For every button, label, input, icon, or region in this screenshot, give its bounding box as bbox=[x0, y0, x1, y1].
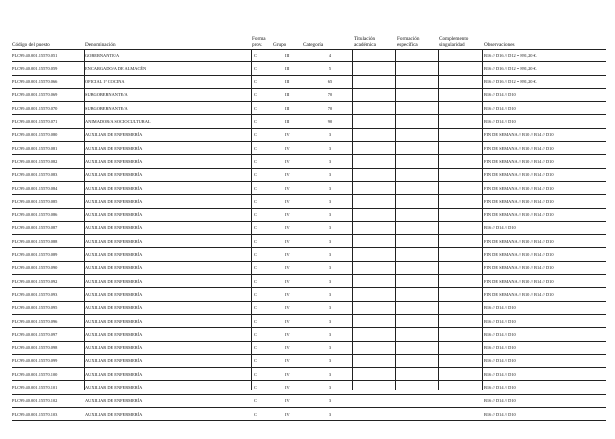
cell-observaciones: B16 // D14 // D10 bbox=[484, 345, 516, 351]
cell-observaciones: FIN DE SEMANA // B10 // B14 // D10 bbox=[484, 265, 554, 271]
cell-categoria: 3 bbox=[328, 331, 332, 337]
header-grupo: Grupo bbox=[273, 42, 287, 48]
cell-grupo: IV bbox=[285, 371, 290, 377]
cell-codigo: PLC99.40.001.15570.069 bbox=[12, 92, 58, 98]
cell-forma-prov: C bbox=[254, 411, 257, 417]
table-row bbox=[12, 235, 606, 248]
cell-forma-prov: C bbox=[254, 385, 257, 391]
cell-observaciones: FIN DE SEMANA // B10 // B14 // D10 bbox=[484, 172, 554, 178]
cell-denominacion: GOBERNANTE/A bbox=[85, 52, 120, 58]
cell-codigo: PLC99.40.001.15570.085 bbox=[12, 198, 58, 204]
cell-denominacion: AUXILIAR DE ENFERMERÍA bbox=[85, 145, 143, 151]
cell-grupo: IV bbox=[285, 158, 290, 164]
table-row bbox=[12, 342, 606, 355]
table-row bbox=[12, 408, 606, 421]
cell-grupo: III bbox=[285, 65, 290, 71]
cell-forma-prov: C bbox=[254, 358, 257, 364]
cell-denominacion: OFICIAL 1ª COCINA bbox=[85, 79, 125, 85]
cell-categoria: 65 bbox=[327, 79, 333, 85]
cell-categoria: 3 bbox=[328, 358, 332, 364]
cell-denominacion: AUXILIAR DE ENFERMERÍA bbox=[85, 411, 143, 417]
cell-categoria: 3 bbox=[328, 158, 332, 164]
cell-codigo: PLC99.40.001.15570.096 bbox=[12, 318, 58, 324]
cell-observaciones: B16 // D14 // D10 bbox=[484, 331, 516, 337]
cell-denominacion: SUBGOBERNANTE/A bbox=[85, 105, 128, 111]
cell-observaciones: FIN DE SEMANA // B10 // B14 // D10 bbox=[484, 252, 554, 258]
cell-forma-prov: C bbox=[254, 65, 257, 71]
cell-forma-prov: C bbox=[254, 185, 257, 191]
cell-grupo: IV bbox=[285, 265, 290, 271]
cell-grupo: IV bbox=[285, 331, 290, 337]
cell-forma-prov: C bbox=[254, 398, 257, 404]
cell-categoria: 3 bbox=[328, 385, 332, 391]
cell-denominacion: AUXILIAR DE ENFERMERÍA bbox=[85, 291, 143, 297]
cell-observaciones: B16 // D16 // D12 = 891,20 €. bbox=[484, 79, 537, 85]
cell-codigo: PLC99.40.001.15570.070 bbox=[12, 105, 58, 111]
cell-observaciones: FIN DE SEMANA // B10 // B14 // D10 bbox=[484, 198, 554, 204]
cell-codigo: PLC99.40.001.15570.088 bbox=[12, 238, 58, 244]
cell-observaciones: B16 // D14 // D10 bbox=[484, 92, 516, 98]
cell-denominacion: AUXILIAR DE ENFERMERÍA bbox=[85, 331, 143, 337]
cell-forma-prov: C bbox=[254, 371, 257, 377]
table-row bbox=[12, 222, 606, 235]
cell-grupo: IV bbox=[285, 305, 290, 311]
cell-forma-prov: C bbox=[254, 119, 257, 125]
cell-categoria: 3 bbox=[328, 212, 332, 218]
table-row bbox=[12, 302, 606, 315]
header-titulacion: Titulación académica bbox=[354, 36, 376, 48]
cell-observaciones: FIN DE SEMANA // B10 // B14 // D10 bbox=[484, 291, 554, 297]
cell-grupo: IV bbox=[285, 291, 290, 297]
cell-denominacion: AUXILIAR DE ENFERMERÍA bbox=[85, 265, 143, 271]
table-row bbox=[12, 89, 606, 102]
cell-observaciones: B16 // D14 // D10 bbox=[484, 398, 516, 404]
table-row bbox=[12, 381, 606, 394]
cell-forma-prov: C bbox=[254, 345, 257, 351]
cell-forma-prov: C bbox=[254, 252, 257, 258]
table-row bbox=[12, 315, 606, 328]
table-row bbox=[12, 368, 606, 381]
cell-observaciones: B16 // D14 // D10 bbox=[484, 411, 516, 417]
cell-denominacion: AUXILIAR DE ENFERMERÍA bbox=[85, 238, 143, 244]
table-row bbox=[12, 142, 606, 155]
table-row bbox=[12, 129, 606, 142]
cell-categoria: 3 bbox=[328, 278, 332, 284]
cell-grupo: IV bbox=[285, 172, 290, 178]
cell-denominacion: AUXILIAR DE ENFERMERÍA bbox=[85, 225, 143, 231]
cell-forma-prov: C bbox=[254, 265, 257, 271]
cell-codigo: PLC99.40.001.15570.071 bbox=[12, 119, 58, 125]
table-row bbox=[12, 275, 606, 288]
cell-codigo: PLC99.40.001.15570.051 bbox=[12, 52, 58, 58]
cell-denominacion: AUXILIAR DE ENFERMERÍA bbox=[85, 278, 143, 284]
cell-codigo: PLC99.40.001.15570.087 bbox=[12, 225, 58, 231]
cell-grupo: IV bbox=[285, 132, 290, 138]
cell-denominacion: ANIMADOR/A SOCIOCULTURAL bbox=[85, 119, 151, 125]
cell-grupo: IV bbox=[285, 212, 290, 218]
header-codigo: Código del puesto bbox=[12, 42, 50, 48]
cell-denominacion: AUXILIAR DE ENFERMERÍA bbox=[85, 398, 143, 404]
cell-codigo: PLC99.40.001.15570.084 bbox=[12, 185, 58, 191]
cell-codigo: PLC99.40.001.15570.099 bbox=[12, 358, 58, 364]
cell-categoria: 3 bbox=[328, 225, 332, 231]
table-row bbox=[12, 195, 606, 208]
cell-codigo: PLC99.40.001.15570.103 bbox=[12, 411, 58, 417]
header-categoria: Categoría bbox=[303, 42, 324, 48]
cell-categoria: 5 bbox=[328, 65, 332, 71]
cell-denominacion: AUXILIAR DE ENFERMERÍA bbox=[85, 318, 143, 324]
cell-denominacion: SUBGOBERNANTE/A bbox=[85, 92, 128, 98]
cell-denominacion: AUXILIAR DE ENFERMERÍA bbox=[85, 358, 143, 364]
cell-forma-prov: C bbox=[254, 172, 257, 178]
cell-denominacion: AUXILIAR DE ENFERMERÍA bbox=[85, 158, 143, 164]
cell-categoria: 3 bbox=[328, 291, 332, 297]
cell-codigo: PLC99.40.001.15570.097 bbox=[12, 331, 58, 337]
cell-denominacion: AUXILIAR DE ENFERMERÍA bbox=[85, 252, 143, 258]
cell-observaciones: B16 // D14 // D10 bbox=[484, 371, 516, 377]
table-row bbox=[12, 115, 606, 128]
cell-forma-prov: C bbox=[254, 305, 257, 311]
cell-grupo: III bbox=[285, 52, 290, 58]
cell-forma-prov: C bbox=[254, 105, 257, 111]
cell-observaciones: B16 // D14 // D10 bbox=[484, 358, 516, 364]
cell-forma-prov: C bbox=[254, 79, 257, 85]
cell-codigo: PLC99.40.001.15570.082 bbox=[12, 158, 58, 164]
cell-observaciones: FIN DE SEMANA // B10 // B14 // D10 bbox=[484, 185, 554, 191]
header-observaciones: Observaciones bbox=[484, 42, 515, 48]
cell-observaciones: B16 // D14 // D10 bbox=[484, 305, 516, 311]
cell-grupo: IV bbox=[285, 345, 290, 351]
cell-categoria: 3 bbox=[328, 265, 332, 271]
cell-categoria: 3 bbox=[328, 238, 332, 244]
cell-codigo: PLC99.40.001.15570.081 bbox=[12, 145, 58, 151]
cell-denominacion: AUXILIAR DE ENFERMERÍA bbox=[85, 132, 143, 138]
cell-grupo: III bbox=[285, 79, 290, 85]
cell-forma-prov: C bbox=[254, 238, 257, 244]
cell-codigo: PLC99.40.001.15570.102 bbox=[12, 398, 58, 404]
cell-categoria: 4 bbox=[328, 52, 332, 58]
cell-denominacion: AUXILIAR DE ENFERMERÍA bbox=[85, 385, 143, 391]
cell-grupo: IV bbox=[285, 358, 290, 364]
cell-codigo: PLC99.40.001.15570.080 bbox=[12, 132, 58, 138]
cell-grupo: IV bbox=[285, 238, 290, 244]
cell-forma-prov: C bbox=[254, 212, 257, 218]
header-complemento: Complemento singularidad bbox=[439, 36, 469, 48]
table-row bbox=[12, 182, 606, 195]
cell-categoria: 3 bbox=[328, 145, 332, 151]
header-formacion: Formación específica bbox=[397, 36, 420, 48]
cell-forma-prov: C bbox=[254, 92, 257, 98]
cell-grupo: IV bbox=[285, 252, 290, 258]
cell-categoria: 3 bbox=[328, 185, 332, 191]
cell-grupo: III bbox=[285, 119, 290, 125]
cell-grupo: IV bbox=[285, 225, 290, 231]
cell-observaciones: FIN DE SEMANA // B10 // B14 // D10 bbox=[484, 278, 554, 284]
table-row bbox=[12, 355, 606, 368]
cell-categoria: 70 bbox=[327, 92, 333, 98]
cell-forma-prov: C bbox=[254, 132, 257, 138]
cell-codigo: PLC99.40.001.15570.092 bbox=[12, 278, 58, 284]
cell-categoria: 3 bbox=[328, 132, 332, 138]
cell-denominacion: AUXILIAR DE ENFERMERÍA bbox=[85, 172, 143, 178]
cell-codigo: PLC99.40.001.15570.098 bbox=[12, 345, 58, 351]
cell-forma-prov: C bbox=[254, 278, 257, 284]
cell-denominacion: AUXILIAR DE ENFERMERÍA bbox=[85, 305, 143, 311]
cell-grupo: III bbox=[285, 92, 290, 98]
table-row bbox=[12, 288, 606, 301]
cell-observaciones: FIN DE SEMANA // B10 // B14 // D10 bbox=[484, 158, 554, 164]
cell-forma-prov: C bbox=[254, 331, 257, 337]
cell-categoria: 3 bbox=[328, 198, 332, 204]
cell-categoria: 3 bbox=[328, 345, 332, 351]
table-row bbox=[12, 76, 606, 89]
table-row bbox=[12, 62, 606, 75]
cell-codigo: PLC99.40.001.15570.089 bbox=[12, 252, 58, 258]
cell-grupo: IV bbox=[285, 398, 290, 404]
cell-forma-prov: C bbox=[254, 318, 257, 324]
cell-codigo: PLC99.40.001.15570.090 bbox=[12, 265, 58, 271]
table-row bbox=[12, 328, 606, 341]
cell-grupo: III bbox=[285, 105, 290, 111]
cell-denominacion: AUXILIAR DE ENFERMERÍA bbox=[85, 198, 143, 204]
cell-codigo: PLC99.40.001.15570.095 bbox=[12, 305, 58, 311]
cell-forma-prov: C bbox=[254, 291, 257, 297]
cell-forma-prov: C bbox=[254, 52, 257, 58]
header-forma-prov: Forma prov. bbox=[252, 36, 266, 48]
cell-forma-prov: C bbox=[254, 198, 257, 204]
cell-denominacion: AUXILIAR DE ENFERMERÍA bbox=[85, 212, 143, 218]
cell-categoria: 3 bbox=[328, 411, 332, 417]
cell-categoria: 3 bbox=[328, 371, 332, 377]
cell-observaciones: FIN DE SEMANA // B10 // B14 // D10 bbox=[484, 238, 554, 244]
cell-grupo: IV bbox=[285, 318, 290, 324]
cell-observaciones: FIN DE SEMANA // B10 // B14 // D10 bbox=[484, 145, 554, 151]
cell-codigo: PLC99.40.001.15570.093 bbox=[12, 291, 58, 297]
cell-codigo: PLC99.40.001.15570.059 bbox=[12, 65, 58, 71]
table-row bbox=[12, 155, 606, 168]
header-denominacion: Denominación bbox=[85, 42, 116, 48]
table-row bbox=[12, 169, 606, 182]
cell-categoria: 90 bbox=[327, 119, 333, 125]
table-row bbox=[12, 49, 606, 62]
table-row bbox=[12, 262, 606, 275]
cell-observaciones: B16 // D14 // D10 bbox=[484, 225, 516, 231]
cell-codigo: PLC99.40.001.15570.066 bbox=[12, 79, 58, 85]
table-row bbox=[12, 102, 606, 115]
cell-forma-prov: C bbox=[254, 158, 257, 164]
cell-denominacion: AUXILIAR DE ENFERMERÍA bbox=[85, 345, 143, 351]
positions-table bbox=[12, 49, 606, 421]
cell-grupo: IV bbox=[285, 198, 290, 204]
cell-denominacion: AUXILIAR DE ENFERMERÍA bbox=[85, 371, 143, 377]
cell-grupo: IV bbox=[285, 185, 290, 191]
cell-codigo: PLC99.40.001.15570.086 bbox=[12, 212, 58, 218]
cell-observaciones: B16 // D14 // D10 bbox=[484, 385, 516, 391]
cell-categoria: 3 bbox=[328, 318, 332, 324]
cell-forma-prov: C bbox=[254, 145, 257, 151]
table-row bbox=[12, 209, 606, 222]
cell-observaciones: FIN DE SEMANA // B10 // B14 // D10 bbox=[484, 212, 554, 218]
cell-categoria: 3 bbox=[328, 252, 332, 258]
cell-observaciones: B16 // D16 // D12 = 891,20 €. bbox=[484, 65, 537, 71]
cell-codigo: PLC99.40.001.15570.083 bbox=[12, 172, 58, 178]
cell-categoria: 3 bbox=[328, 305, 332, 311]
cell-grupo: IV bbox=[285, 385, 290, 391]
cell-observaciones: B16 // D14 // D10 bbox=[484, 318, 516, 324]
cell-forma-prov: C bbox=[254, 225, 257, 231]
cell-grupo: IV bbox=[285, 411, 290, 417]
cell-codigo: PLC99.40.001.15570.100 bbox=[12, 371, 58, 377]
cell-denominacion: AUXILIAR DE ENFERMERÍA bbox=[85, 185, 143, 191]
cell-codigo: PLC99.40.001.15570.101 bbox=[12, 385, 58, 391]
cell-observaciones: B16 // D14 // D10 bbox=[484, 105, 516, 111]
cell-observaciones: B16 // D14 // D10 bbox=[484, 119, 516, 125]
table-row bbox=[12, 248, 606, 261]
cell-denominacion: ENCARGADO/A DE ALMACÉN bbox=[85, 65, 147, 71]
table-row bbox=[12, 395, 606, 408]
cell-grupo: IV bbox=[285, 145, 290, 151]
cell-categoria: 70 bbox=[327, 105, 333, 111]
cell-observaciones: FIN DE SEMANA // B10 // B14 // D10 bbox=[484, 132, 554, 138]
cell-observaciones: B16 // D16 // D12 = 891,20 €. bbox=[484, 52, 537, 58]
cell-categoria: 3 bbox=[328, 398, 332, 404]
cell-categoria: 3 bbox=[328, 172, 332, 178]
cell-grupo: IV bbox=[285, 278, 290, 284]
